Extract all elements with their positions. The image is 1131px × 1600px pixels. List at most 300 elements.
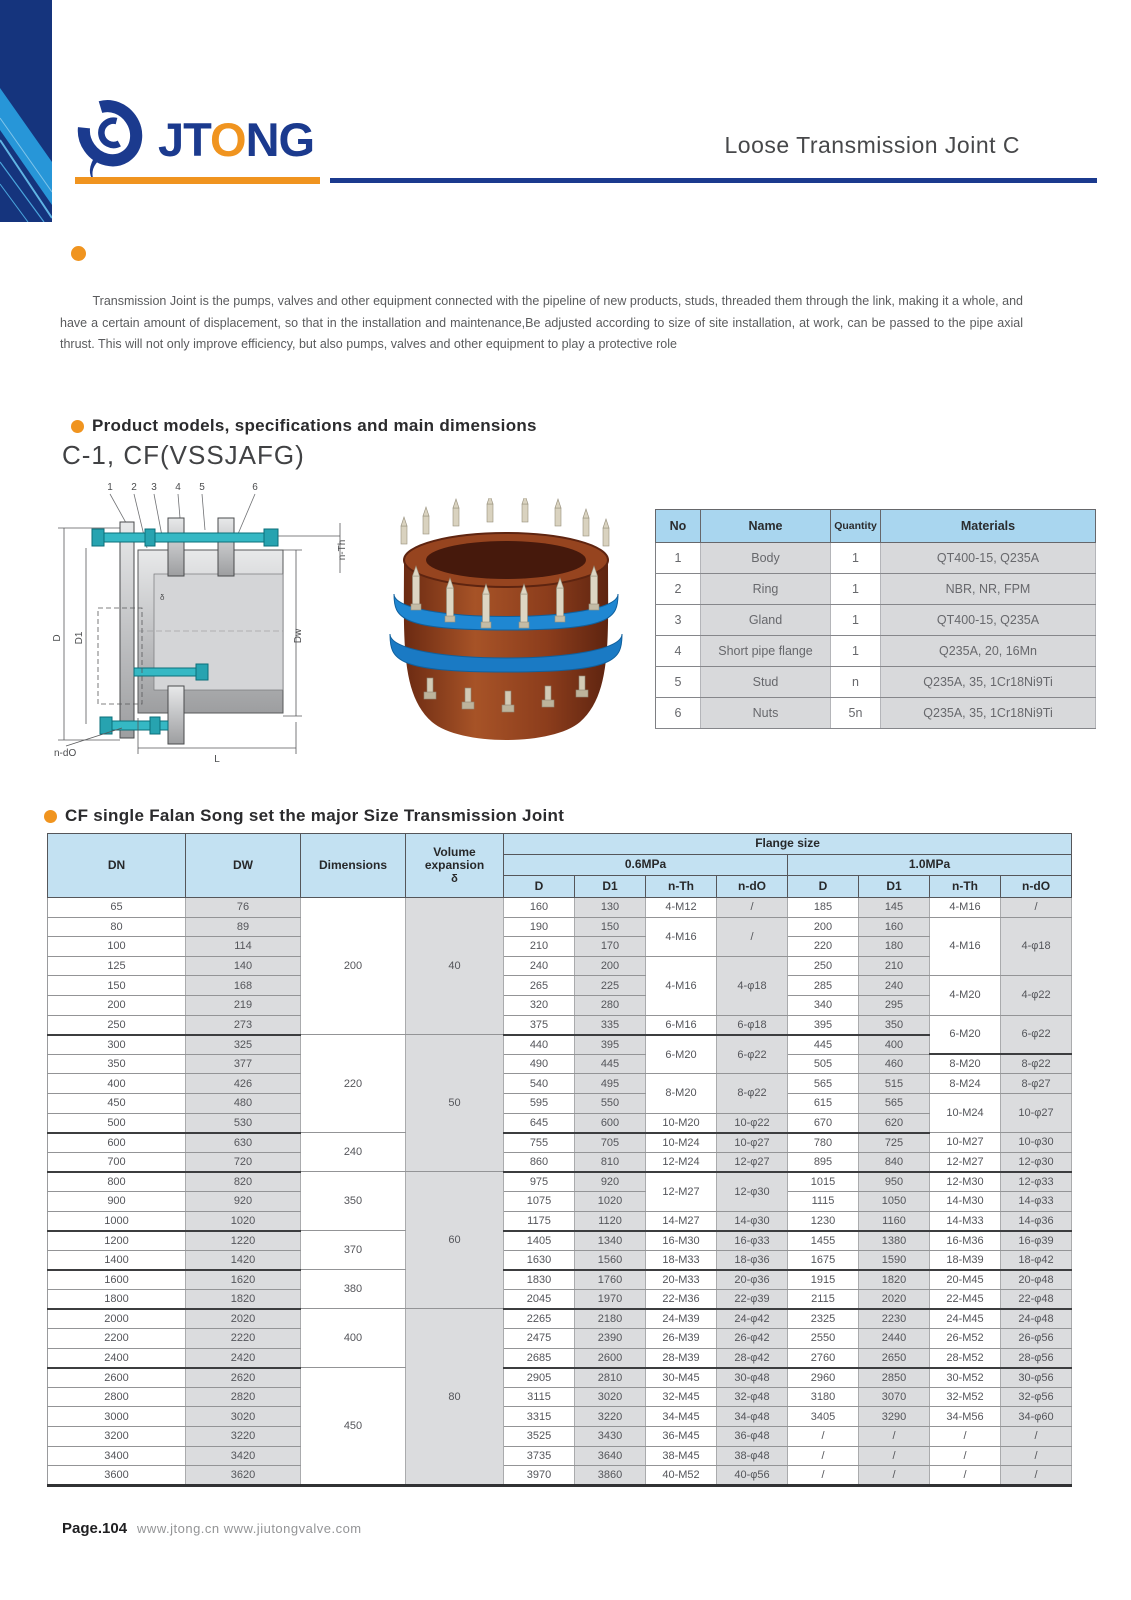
cell: 20-φ36 <box>717 1270 788 1290</box>
cell: 2180 <box>575 1309 646 1329</box>
cell: 4-M16 <box>930 917 1001 976</box>
col-header-name: Name <box>701 510 831 543</box>
cell: 1115 <box>788 1191 859 1211</box>
cell: 265 <box>504 976 575 996</box>
materials-row <box>656 698 1096 729</box>
cell: 2685 <box>504 1348 575 1368</box>
cell: Stud <box>701 667 831 698</box>
jtong-logo-icon <box>68 88 152 184</box>
cell: 34-φ60 <box>1001 1407 1072 1427</box>
cell: Short pipe flange <box>701 636 831 667</box>
cell: 12-M27 <box>646 1172 717 1211</box>
svg-text:2: 2 <box>131 482 137 493</box>
cell: NBR, NR, FPM <box>881 574 1096 605</box>
cell: / <box>859 1446 930 1466</box>
svg-text:D1: D1 <box>74 631 85 645</box>
cell: 38-M45 <box>646 1446 717 1466</box>
cell: 4-M16 <box>646 956 717 1015</box>
cell: 16-M36 <box>930 1231 1001 1251</box>
cell: 1340 <box>575 1231 646 1251</box>
cell: 8-M24 <box>930 1074 1001 1094</box>
cell: 3200 <box>48 1427 186 1447</box>
cell: 125 <box>48 956 186 976</box>
cell: 34-φ48 <box>717 1407 788 1427</box>
cell: / <box>930 1446 1001 1466</box>
spec-row <box>48 1289 1072 1309</box>
cell: / <box>930 1427 1001 1447</box>
cell: 670 <box>788 1113 859 1133</box>
cell: 2620 <box>186 1368 301 1388</box>
footer-urls: www.jtong.cn www.jiutongvalve.com <box>137 1521 362 1536</box>
cell: 16-φ33 <box>717 1231 788 1251</box>
cell: 1590 <box>859 1250 930 1270</box>
cell: Nuts <box>701 698 831 729</box>
cell: 30-M52 <box>930 1368 1001 1388</box>
bullet-icon <box>71 420 84 433</box>
cell: 5 <box>656 667 701 698</box>
cell: 400 <box>48 1074 186 1094</box>
cell: 80 <box>48 917 186 937</box>
cell: 10-M24 <box>646 1133 717 1153</box>
cell: / <box>859 1427 930 1447</box>
cell: 540 <box>504 1074 575 1094</box>
cell: 225 <box>575 976 646 996</box>
cell: 12-M30 <box>930 1172 1001 1192</box>
logo-letters-jt: JT <box>158 112 210 166</box>
cell: 800 <box>48 1172 186 1192</box>
cell: 2800 <box>48 1387 186 1407</box>
cell: 515 <box>859 1074 930 1094</box>
svg-text:Dw: Dw <box>293 628 304 644</box>
cell: 1015 <box>788 1172 859 1192</box>
cell: 2550 <box>788 1329 859 1349</box>
col-header-d: D <box>788 876 859 898</box>
cell: 2420 <box>186 1348 301 1368</box>
cell: 180 <box>859 937 930 957</box>
cell: 3220 <box>186 1427 301 1447</box>
cell: 3000 <box>48 1407 186 1427</box>
cell: 40-M52 <box>646 1466 717 1486</box>
cell: 12-M24 <box>646 1152 717 1172</box>
cell: 20-φ48 <box>1001 1270 1072 1290</box>
cell: 12-φ30 <box>717 1172 788 1211</box>
col-header-flange-size: Flange size <box>504 834 1072 855</box>
cell: 377 <box>186 1054 301 1074</box>
cell: 320 <box>504 995 575 1015</box>
spec-row <box>48 1093 1072 1113</box>
cell: 3115 <box>504 1387 575 1407</box>
cell: 210 <box>504 937 575 957</box>
spec-table-header <box>48 834 1072 898</box>
cell: 10-φ30 <box>1001 1133 1072 1153</box>
cell: 3315 <box>504 1407 575 1427</box>
intro-paragraph: Transmission Joint is the pumps, valves and other equipment connected with the pipeline of new products, studs, threaded them through the link, making it a whole, and have a certain amount of displacement, so that in the installation and maintenance,Be adjusted according to size of site installation, at work, can be passed to the pipe axial thrust. This will not only improve efficiency, but also pumps, valves and other equipment to play a protective role <box>60 294 1023 351</box>
cell: 210 <box>859 956 930 976</box>
cell: 36-M45 <box>646 1427 717 1447</box>
cell: 80 <box>406 1309 504 1485</box>
cell: 840 <box>859 1152 930 1172</box>
cell: 1000 <box>48 1211 186 1231</box>
cell: 24-φ48 <box>1001 1309 1072 1329</box>
spec-row <box>48 1427 1072 1447</box>
cell: 645 <box>504 1113 575 1133</box>
cell: 445 <box>575 1054 646 1074</box>
cell: 32-φ56 <box>1001 1387 1072 1407</box>
cell: 2905 <box>504 1368 575 1388</box>
cell: 595 <box>504 1093 575 1113</box>
cell: 280 <box>575 995 646 1015</box>
cell: 24-φ42 <box>717 1309 788 1329</box>
spec-row <box>48 1113 1072 1133</box>
cell: 8-M20 <box>646 1074 717 1113</box>
cell: QT400-15, Q235A <box>881 543 1096 574</box>
cell: n <box>831 667 881 698</box>
section-heading-text: Product models, specifications and main dimensions <box>92 416 537 435</box>
materials-row <box>656 605 1096 636</box>
cell: 32-M52 <box>930 1387 1001 1407</box>
spec-row <box>48 1387 1072 1407</box>
spec-row <box>48 898 1072 918</box>
cell: 2600 <box>575 1348 646 1368</box>
page-title: Loose Transmission Joint C <box>724 132 1020 158</box>
cell: / <box>1001 898 1072 918</box>
cell: 65 <box>48 898 186 918</box>
cell: 2760 <box>788 1348 859 1368</box>
cell: 1820 <box>859 1270 930 1290</box>
cell: 1970 <box>575 1289 646 1309</box>
cell: 4-φ18 <box>1001 917 1072 976</box>
cell: 8-M20 <box>930 1054 1001 1074</box>
cell: 160 <box>504 898 575 918</box>
cell: 4 <box>656 636 701 667</box>
spec-row <box>48 956 1072 976</box>
cell: 150 <box>48 976 186 996</box>
cell: 350 <box>859 1015 930 1035</box>
cell: 860 <box>504 1152 575 1172</box>
cell: / <box>717 898 788 918</box>
cell: 2390 <box>575 1329 646 1349</box>
col-header-d1: D1 <box>575 876 646 898</box>
materials-row <box>656 636 1096 667</box>
cell: 200 <box>788 917 859 937</box>
cell: 600 <box>48 1133 186 1153</box>
cell: 2650 <box>859 1348 930 1368</box>
spec-row <box>48 1250 1072 1270</box>
cell: 240 <box>859 976 930 996</box>
cell: 6-M16 <box>646 1015 717 1035</box>
cell: 22-M45 <box>930 1289 1001 1309</box>
cell: 1200 <box>48 1231 186 1251</box>
cell: 10-M24 <box>930 1093 1001 1132</box>
cell: 50 <box>406 1035 504 1172</box>
cell: 725 <box>859 1133 930 1153</box>
cell: 3970 <box>504 1466 575 1486</box>
cell: 28-φ56 <box>1001 1348 1072 1368</box>
cell: 426 <box>186 1074 301 1094</box>
cell: 3220 <box>575 1407 646 1427</box>
cell: 550 <box>575 1093 646 1113</box>
cell: 10-M27 <box>930 1133 1001 1153</box>
cell: 28-M39 <box>646 1348 717 1368</box>
cell: 250 <box>788 956 859 976</box>
cell: 500 <box>48 1113 186 1133</box>
cell: 2000 <box>48 1309 186 1329</box>
cell: 1405 <box>504 1231 575 1251</box>
cell: 2440 <box>859 1329 930 1349</box>
svg-text:D: D <box>52 634 63 642</box>
cell: 2230 <box>859 1309 930 1329</box>
col-header-no: No <box>656 510 701 543</box>
cell: 18-φ36 <box>717 1250 788 1270</box>
spec-row <box>48 1231 1072 1251</box>
cell: 630 <box>186 1133 301 1153</box>
delta-symbol: δ <box>451 872 458 885</box>
cell: 220 <box>301 1035 406 1133</box>
cell: 480 <box>186 1093 301 1113</box>
cell: 1050 <box>859 1191 930 1211</box>
cell: 22-φ39 <box>717 1289 788 1309</box>
cell: 295 <box>859 995 930 1015</box>
cell: 350 <box>48 1054 186 1074</box>
cell: 4-M12 <box>646 898 717 918</box>
cell: 6-φ22 <box>1001 1015 1072 1054</box>
spec-row <box>48 1309 1072 1329</box>
cell: 1120 <box>575 1211 646 1231</box>
col-header-dw: DW <box>186 834 301 898</box>
cell: 4-φ22 <box>1001 976 1072 1015</box>
section-heading-dimensions <box>71 416 537 436</box>
cell: 26-M52 <box>930 1329 1001 1349</box>
svg-text:L: L <box>214 754 220 765</box>
spec-row <box>48 1446 1072 1466</box>
cell: 168 <box>186 976 301 996</box>
cell: 145 <box>859 898 930 918</box>
cell: 600 <box>575 1113 646 1133</box>
cell: 2045 <box>504 1289 575 1309</box>
cell: 1760 <box>575 1270 646 1290</box>
cell: 150 <box>575 917 646 937</box>
cell: 60 <box>406 1172 504 1309</box>
cell: 1675 <box>788 1250 859 1270</box>
cell: 5n <box>831 698 881 729</box>
cell: 130 <box>575 898 646 918</box>
spec-row <box>48 1191 1072 1211</box>
cell: 1 <box>831 543 881 574</box>
cell: 400 <box>859 1035 930 1055</box>
cell: 895 <box>788 1152 859 1172</box>
col-header-06mpa: 0.6MPa <box>504 855 788 876</box>
cell: 34-M45 <box>646 1407 717 1427</box>
svg-text:n-Th: n-Th <box>337 539 348 561</box>
cell: 160 <box>859 917 930 937</box>
cell: 6 <box>656 698 701 729</box>
cell: 14-φ36 <box>1001 1211 1072 1231</box>
col-header-ndo: n-dO <box>717 876 788 898</box>
cell: 380 <box>301 1270 406 1309</box>
orange-rule <box>75 177 320 184</box>
section-heading-size-table <box>44 806 564 826</box>
cell: 700 <box>48 1152 186 1172</box>
cell: 1630 <box>504 1250 575 1270</box>
spec-row <box>48 1368 1072 1388</box>
cell: 114 <box>186 937 301 957</box>
cell: 4-M16 <box>930 898 1001 918</box>
cell: 4-φ18 <box>717 956 788 1015</box>
cell: 38-φ48 <box>717 1446 788 1466</box>
materials-table-body <box>656 543 1096 729</box>
spec-row <box>48 1348 1072 1368</box>
cell: QT400-15, Q235A <box>881 605 1096 636</box>
cell: 1075 <box>504 1191 575 1211</box>
cell: 2475 <box>504 1329 575 1349</box>
cell: 200 <box>48 995 186 1015</box>
cell: 28-M52 <box>930 1348 1001 1368</box>
cell: 950 <box>859 1172 930 1192</box>
col-header-d1: D1 <box>859 876 930 898</box>
cell: 250 <box>48 1015 186 1035</box>
cell: 1 <box>831 636 881 667</box>
cell: 200 <box>575 956 646 976</box>
col-header-dn: DN <box>48 834 186 898</box>
spec-row <box>48 1035 1072 1055</box>
cell: 335 <box>575 1015 646 1035</box>
cell: 240 <box>301 1133 406 1172</box>
cell: 26-M39 <box>646 1329 717 1349</box>
cell: / <box>1001 1427 1072 1447</box>
col-header-quantity: Quantity <box>831 510 881 543</box>
spec-row <box>48 1407 1072 1427</box>
cell: 450 <box>301 1368 406 1486</box>
col-header-volume-expansion <box>406 834 504 898</box>
cell: 10-φ27 <box>1001 1093 1072 1132</box>
cell: 10-φ27 <box>717 1133 788 1153</box>
cell: 285 <box>788 976 859 996</box>
spec-row <box>48 1329 1072 1349</box>
cell: 6-φ22 <box>717 1035 788 1074</box>
cell: 14-M33 <box>930 1211 1001 1231</box>
cell: 3640 <box>575 1446 646 1466</box>
cell: 2220 <box>186 1329 301 1349</box>
cell: / <box>930 1466 1001 1486</box>
cell: 2115 <box>788 1289 859 1309</box>
cell: 12-M27 <box>930 1152 1001 1172</box>
cell: 6-M20 <box>930 1015 1001 1054</box>
cell: 565 <box>859 1093 930 1113</box>
spec-row <box>48 1270 1072 1290</box>
materials-table-header <box>656 510 1096 543</box>
cell: 1830 <box>504 1270 575 1290</box>
jtong-logo <box>68 88 314 184</box>
orange-bullet <box>71 246 86 261</box>
cell: 1455 <box>788 1231 859 1251</box>
cell: 3290 <box>859 1407 930 1427</box>
cell: 1560 <box>575 1250 646 1270</box>
cell: 30-M45 <box>646 1368 717 1388</box>
spec-table-body <box>48 898 1072 1486</box>
cell: 140 <box>186 956 301 976</box>
spec-row <box>48 1015 1072 1035</box>
spec-row <box>48 1152 1072 1172</box>
cell: / <box>1001 1466 1072 1486</box>
cell: 3525 <box>504 1427 575 1447</box>
cell: 460 <box>859 1054 930 1074</box>
cell: 28-φ42 <box>717 1348 788 1368</box>
cell: 1020 <box>575 1191 646 1211</box>
cell: 3020 <box>575 1387 646 1407</box>
cell: 3 <box>656 605 701 636</box>
cell: 2325 <box>788 1309 859 1329</box>
cell: 3405 <box>788 1407 859 1427</box>
cell: 89 <box>186 917 301 937</box>
materials-row <box>656 574 1096 605</box>
cell: 8-φ22 <box>717 1074 788 1113</box>
cell: 8-φ22 <box>1001 1054 1072 1074</box>
corner-decoration <box>0 0 52 222</box>
cell: 2265 <box>504 1309 575 1329</box>
page-number: Page.104 <box>62 1520 128 1537</box>
cell: 20-M33 <box>646 1270 717 1290</box>
cell: 530 <box>186 1113 301 1133</box>
cell: 395 <box>575 1035 646 1055</box>
cell: 450 <box>48 1093 186 1113</box>
cell: 2810 <box>575 1368 646 1388</box>
cell: Q235A, 20, 16Mn <box>881 636 1096 667</box>
col-header-ndo: n-dO <box>1001 876 1072 898</box>
cell: 10-φ22 <box>717 1113 788 1133</box>
cell: 720 <box>186 1152 301 1172</box>
cell: 40-φ56 <box>717 1466 788 1486</box>
cell: 32-φ48 <box>717 1387 788 1407</box>
cell: 36-φ48 <box>717 1427 788 1447</box>
cell: 1820 <box>186 1289 301 1309</box>
cell: 1220 <box>186 1231 301 1251</box>
svg-text:4: 4 <box>175 482 181 493</box>
cell: 30-φ56 <box>1001 1368 1072 1388</box>
cell: Ring <box>701 574 831 605</box>
spec-row <box>48 1172 1072 1192</box>
cell: 2020 <box>186 1309 301 1329</box>
cell: 26-φ42 <box>717 1329 788 1349</box>
cell: 810 <box>575 1152 646 1172</box>
materials-row <box>656 543 1096 574</box>
cell: 375 <box>504 1015 575 1035</box>
cell: 24-M45 <box>930 1309 1001 1329</box>
cell: 40 <box>406 898 504 1035</box>
product-photo <box>360 498 652 750</box>
cell: 8-φ27 <box>1001 1074 1072 1094</box>
cell: 1020 <box>186 1211 301 1231</box>
svg-text:3: 3 <box>151 482 157 493</box>
cell: 370 <box>301 1231 406 1270</box>
cell: 325 <box>186 1035 301 1055</box>
cell: 14-φ33 <box>1001 1191 1072 1211</box>
cell: 190 <box>504 917 575 937</box>
cell: / <box>788 1446 859 1466</box>
cell: 1175 <box>504 1211 575 1231</box>
cell: 18-φ42 <box>1001 1250 1072 1270</box>
cell: 4-M16 <box>646 917 717 956</box>
cell: 3735 <box>504 1446 575 1466</box>
cell: 6-M20 <box>646 1035 717 1074</box>
cell: 900 <box>48 1191 186 1211</box>
cell: 240 <box>504 956 575 976</box>
cell: 395 <box>788 1015 859 1035</box>
bullet-icon <box>44 810 57 823</box>
cell: 505 <box>788 1054 859 1074</box>
spec-row <box>48 995 1072 1015</box>
cell: 219 <box>186 995 301 1015</box>
cell: 12-φ27 <box>717 1152 788 1172</box>
